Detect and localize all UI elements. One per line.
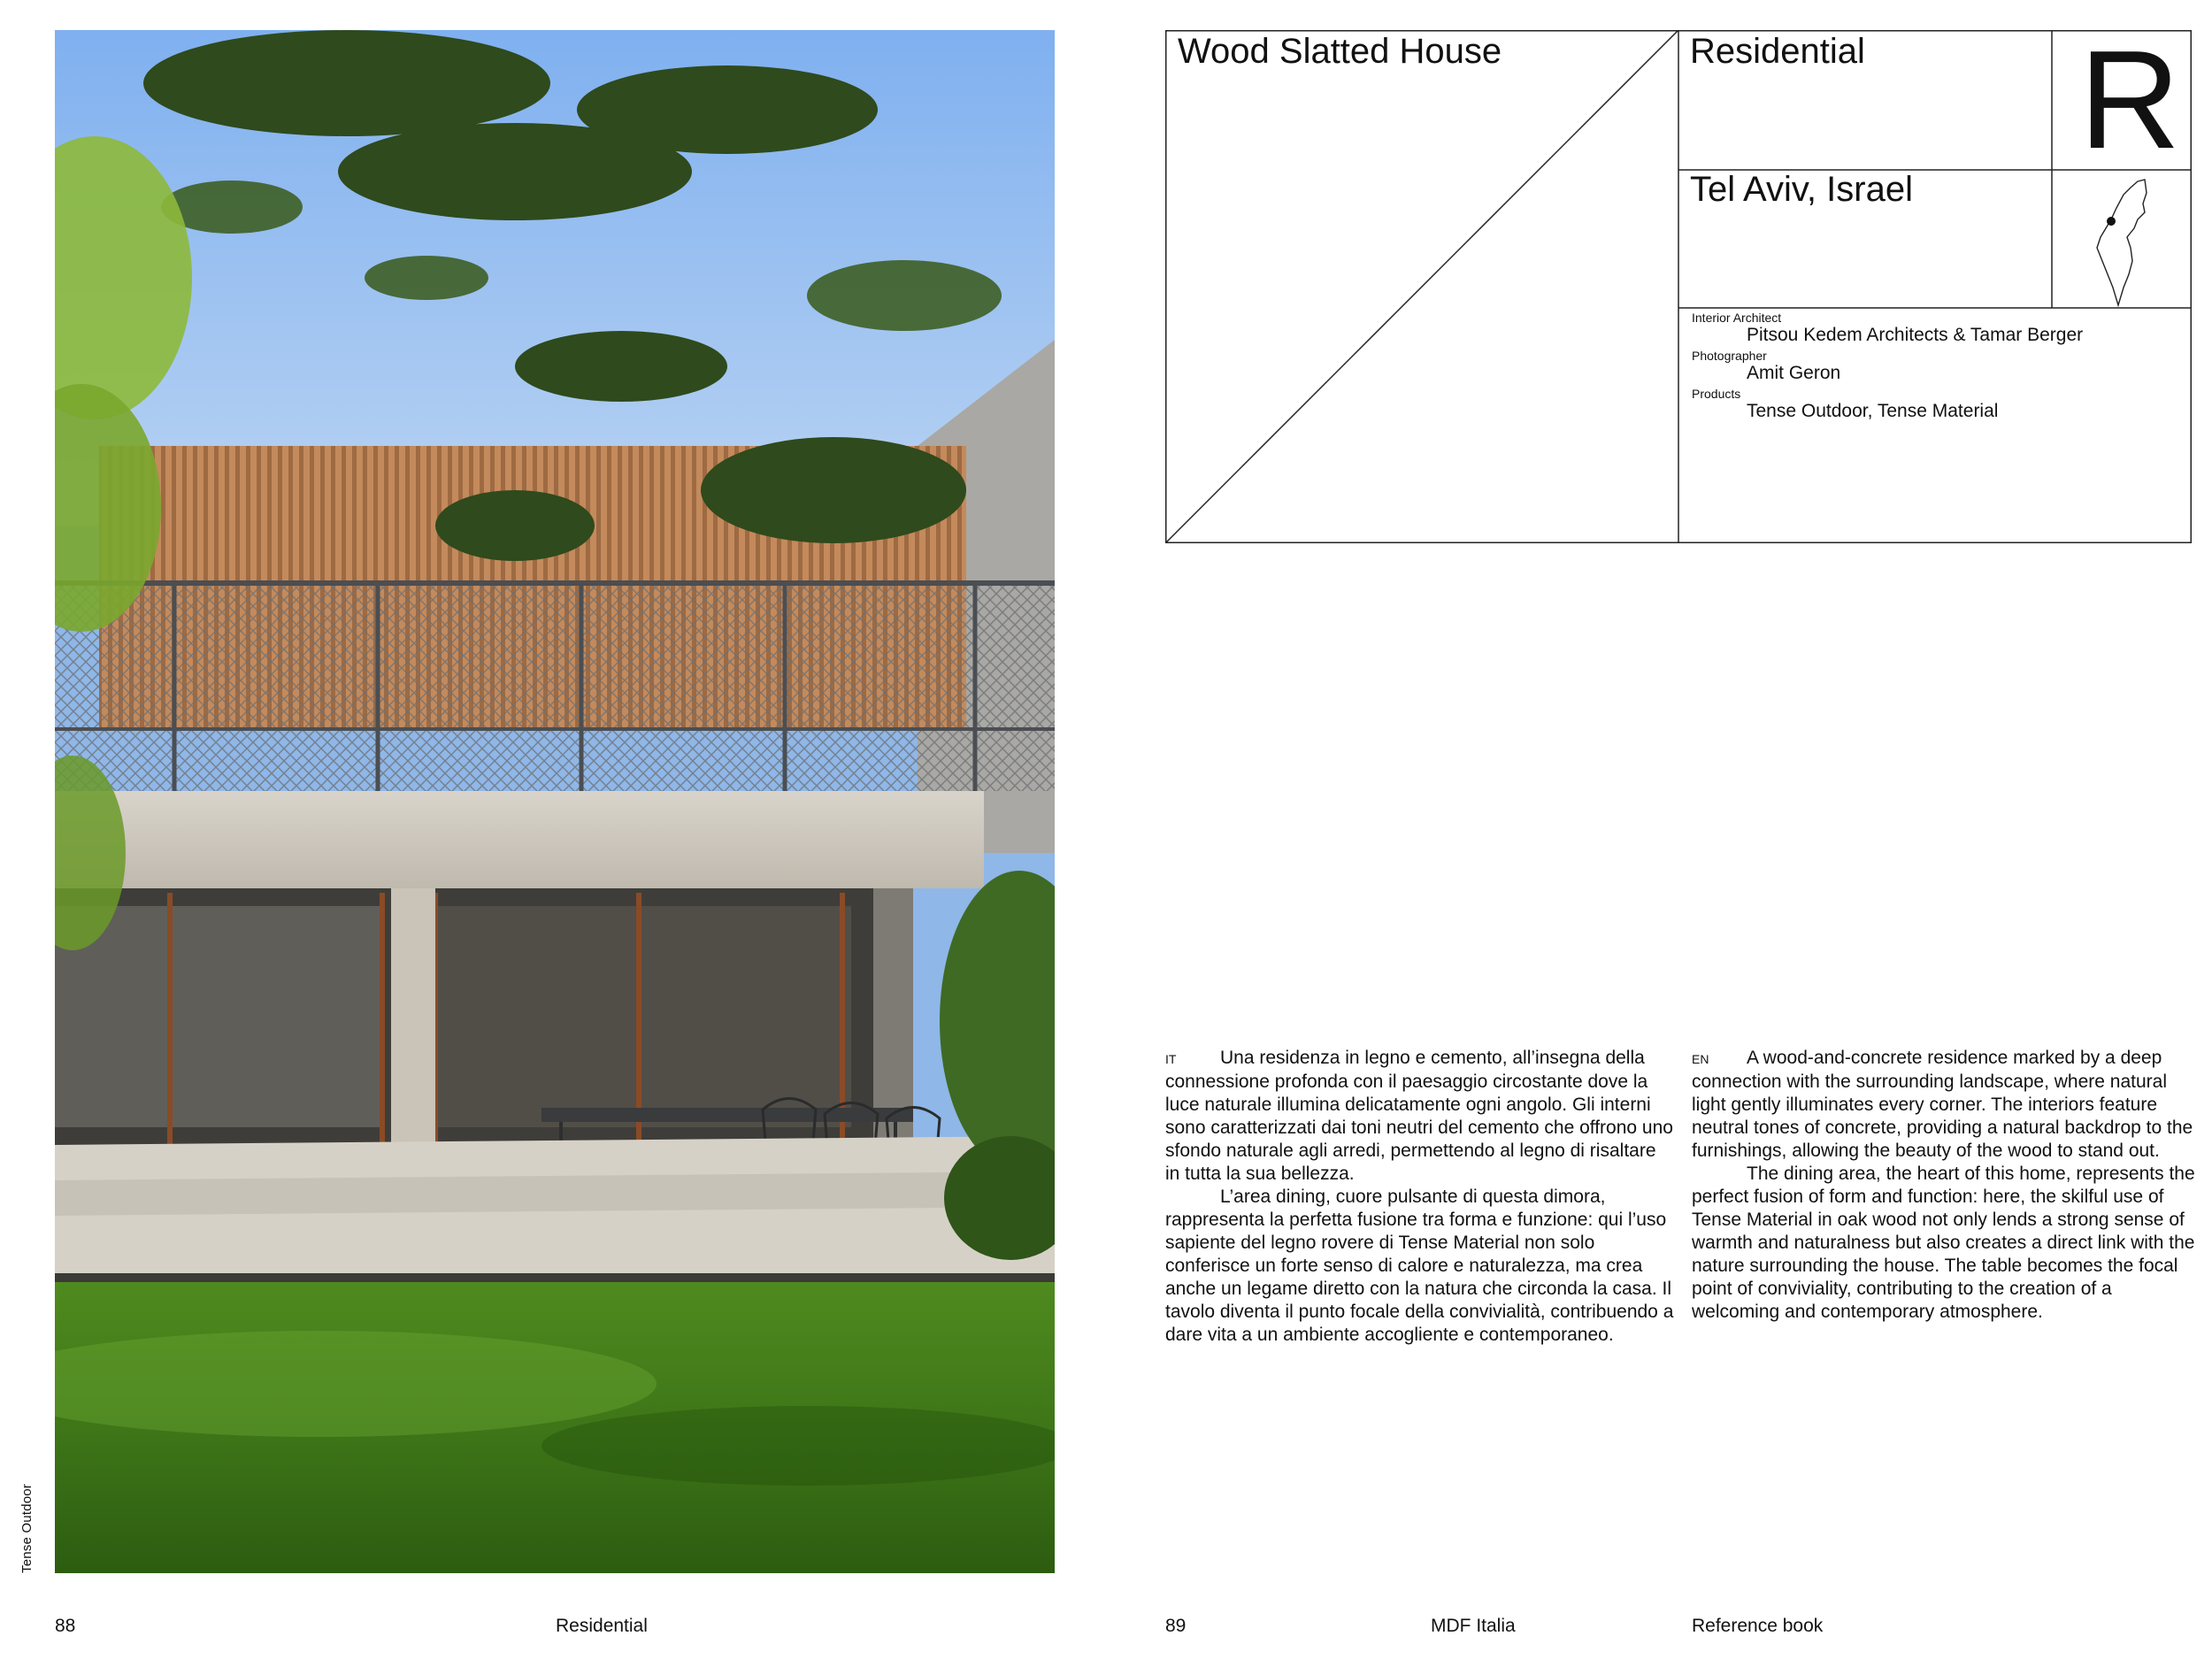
credit-value-products: Tense Outdoor, Tense Material — [1747, 401, 1999, 421]
project-title: Wood Slatted House — [1178, 32, 1502, 71]
italian-paragraph-1 — [1165, 1047, 1675, 1186]
info-box-frame — [1165, 22, 2192, 543]
italian-paragraph-1-text: Una residenza in legno e cemento, all’insegna della connessione profonda con il paesaggio circostante dove la luce naturale illumina delicatamente ogni angolo. Gli interni sono caratterizzati dai toni neutri del cemento che offrono uno sfondo naturale agli arredi, permettendo al legno di risaltare in tutta la sua bellezza. — [1165, 1048, 1673, 1184]
lang-tag-en: EN — [1692, 1052, 1709, 1066]
credit-label-photographer: Photographer — [1692, 349, 1767, 363]
left-page-number: 88 — [55, 1616, 76, 1636]
english-text-column — [1692, 1047, 2201, 1324]
project-location: Tel Aviv, Israel — [1690, 170, 1913, 209]
credit-value-architect: Pitsou Kedem Architects & Tamar Berger — [1747, 325, 2084, 345]
english-paragraph-1 — [1692, 1047, 2201, 1163]
project-category: Residential — [1690, 32, 1865, 71]
architecture-photo — [55, 30, 1055, 1573]
right-page-number: 89 — [1165, 1616, 1187, 1636]
credit-label-architect: Interior Architect — [1692, 311, 1782, 325]
italian-text-column — [1165, 1047, 1675, 1347]
publication-label: Reference book — [1692, 1616, 1824, 1636]
credit-label-products: Products — [1692, 387, 1741, 401]
italian-paragraph-2: L’area dining, cuore pulsante di questa dimora, rappresenta la perfetta fusione tra forma e funzione: qui l’uso sapiente del legno rovere di Tense Material non solo conferisce un forte senso di calore e naturalezza, ma crea anche un legame diretto con la natura che circonda la casa. Il tavolo diventa il punto focale della convivialità, contribuendo a dare vita a un ambiente accogliente e contemporaneo. — [1165, 1187, 1674, 1345]
category-letter: R — [2079, 22, 2181, 178]
credit-value-photographer: Amit Geron — [1747, 363, 1841, 383]
english-paragraph-1-text: A wood-and-concrete residence marked by a deep connection with the surrounding landscape, where natural light gently illuminates every corner. The interiors feature neutral tones of concrete, providing a natural backdrop to the furnishings, allowing the beauty of the wood to stand out. — [1692, 1048, 2193, 1161]
project-credits — [1690, 311, 2083, 426]
brand-label: MDF Italia — [1431, 1616, 1516, 1636]
israel-map-icon — [2092, 177, 2162, 310]
lang-tag-it: IT — [1165, 1052, 1177, 1066]
project-info-box — [1165, 22, 2192, 543]
english-paragraph-2: The dining area, the heart of this home, represents the perfect fusion of form and function: here, the skilful use of Tense Material in oak wood not only lends a strong sense of warmth and naturalness but also creates a direct link with the nature surrounding the house. The table becomes the focal point of conviviality, contributing to the creation of a welcoming and contemporary atmosphere. — [1692, 1164, 2195, 1322]
left-section-label: Residential — [556, 1616, 648, 1636]
side-caption: Tense Outdoor — [19, 1484, 35, 1573]
